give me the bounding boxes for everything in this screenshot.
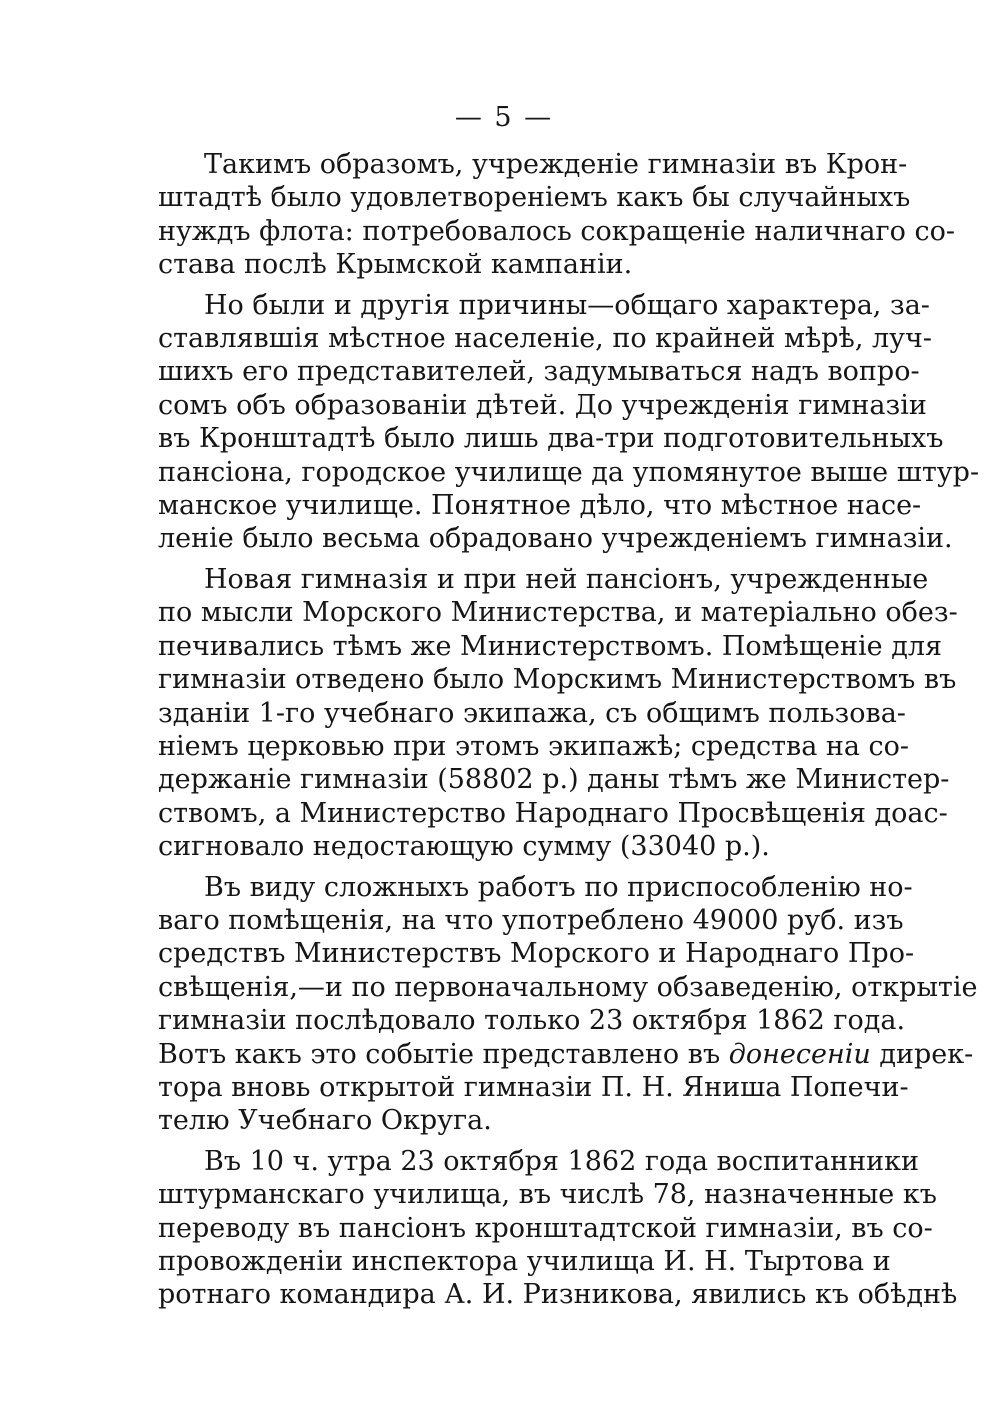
text-line: зданіи 1-го учебнаго экипажа, съ общимъ пользова- — [158, 697, 906, 729]
text-line: средствъ Министерствъ Морского и Народнаго Про- — [158, 938, 915, 970]
document-page — [158, 100, 980, 1319]
italic-word: донесеніи — [728, 1038, 871, 1070]
text-line: переводу въ пансіонъ кронштадтской гимназіи, въ со- — [158, 1212, 933, 1244]
text-line: провожденіи инспектора училища И. Н. Тыртова и — [158, 1246, 891, 1277]
text-line: ніемъ церковью при этомъ экипажѣ; средства на со- — [158, 730, 910, 762]
text-line: по мысли Морского Министерства, и матеріально обез- — [158, 597, 958, 629]
paragraph-5 — [158, 1145, 958, 1312]
text-line: става послѣ Крымской кампаніи. — [158, 249, 633, 281]
page-number: — 5 — — [454, 102, 554, 133]
text-line: Новая гимназія и при ней пансіонъ, учрежденные — [204, 563, 929, 595]
text-line: нуждъ флота: потребовалось сокращеніе наличнаго со- — [158, 215, 956, 247]
text-line-with-italic — [158, 1038, 974, 1071]
text-line: держаніе гимназіи (58802 р.) даны тѣмъ же Министер- — [158, 764, 950, 796]
text-line: гимназіи послѣдовало только 23 октября 1862 года. — [158, 1005, 906, 1037]
text-line: телю Учебнаго Округа. — [158, 1105, 492, 1137]
text-line: Въ 10 ч. утра 23 октября 1862 года воспитанники — [204, 1145, 919, 1177]
text-line: Въ виду сложныхъ работъ по приспособленію но- — [204, 871, 913, 903]
text-line: шихъ его представителей, задумываться надъ вопро- — [158, 356, 920, 388]
text-line: гимназіи отведено было Морскимъ Министерствомъ въ — [158, 664, 957, 696]
text-fragment: дирек- — [870, 1038, 974, 1070]
text-line: печивались тѣмъ же Министерствомъ. Помѣщеніе для — [158, 630, 943, 662]
text-fragment: Вотъ какъ это событіе представлено въ — [158, 1038, 729, 1070]
paragraph-3 — [158, 563, 958, 864]
text-line: штурманскаго училища, въ числѣ 78, назначенные къ — [158, 1179, 937, 1211]
paragraph-1 — [158, 148, 956, 282]
text-line: сигновало недостающую сумму (33040 р.). — [158, 831, 770, 863]
text-line: штадтѣ было удовлетвореніемъ какъ бы случайныхъ — [158, 182, 911, 214]
text-line: леніе было весьма обрадовано учрежденіемъ гимназіи. — [158, 523, 953, 555]
text-line: ваго помѣщенія, на что употреблено 49000 руб. изъ — [158, 904, 904, 936]
text-line: ствомъ, а Министерство Народнаго Просвѣщенія доас- — [158, 797, 948, 829]
text-line: сомъ объ образованіи дѣтей. До учрежденія гимназіи — [158, 389, 927, 421]
paragraph-4 — [158, 871, 978, 1138]
text-line: пансіона, городское училище да упомянутое выше штур- — [158, 456, 980, 488]
text-line: манское училище. Понятное дѣло, что мѣстное насе- — [158, 490, 922, 522]
text-line: ротнаго командира А. И. Ризникова, явились къ обѣднѣ — [158, 1279, 958, 1311]
text-line: свѣщенія,—и по первоначальному обзаведенію, открытіе — [158, 971, 978, 1003]
text-line: въ Кронштадтѣ было лишь два-три подготовительныхъ — [158, 423, 944, 455]
text-line: Но были и другія причины—общаго характера, за- — [204, 289, 930, 321]
text-line: тора вновь открытой гимназіи П. Н. Яниша Попечи- — [158, 1071, 909, 1103]
paragraph-2 — [158, 289, 980, 556]
text-line: ставлявшія мѣстное населеніе, по крайней мѣрѣ, луч- — [158, 323, 933, 355]
text-line: Такимъ образомъ, учрежденіе гимназіи въ Крон- — [204, 149, 908, 180]
